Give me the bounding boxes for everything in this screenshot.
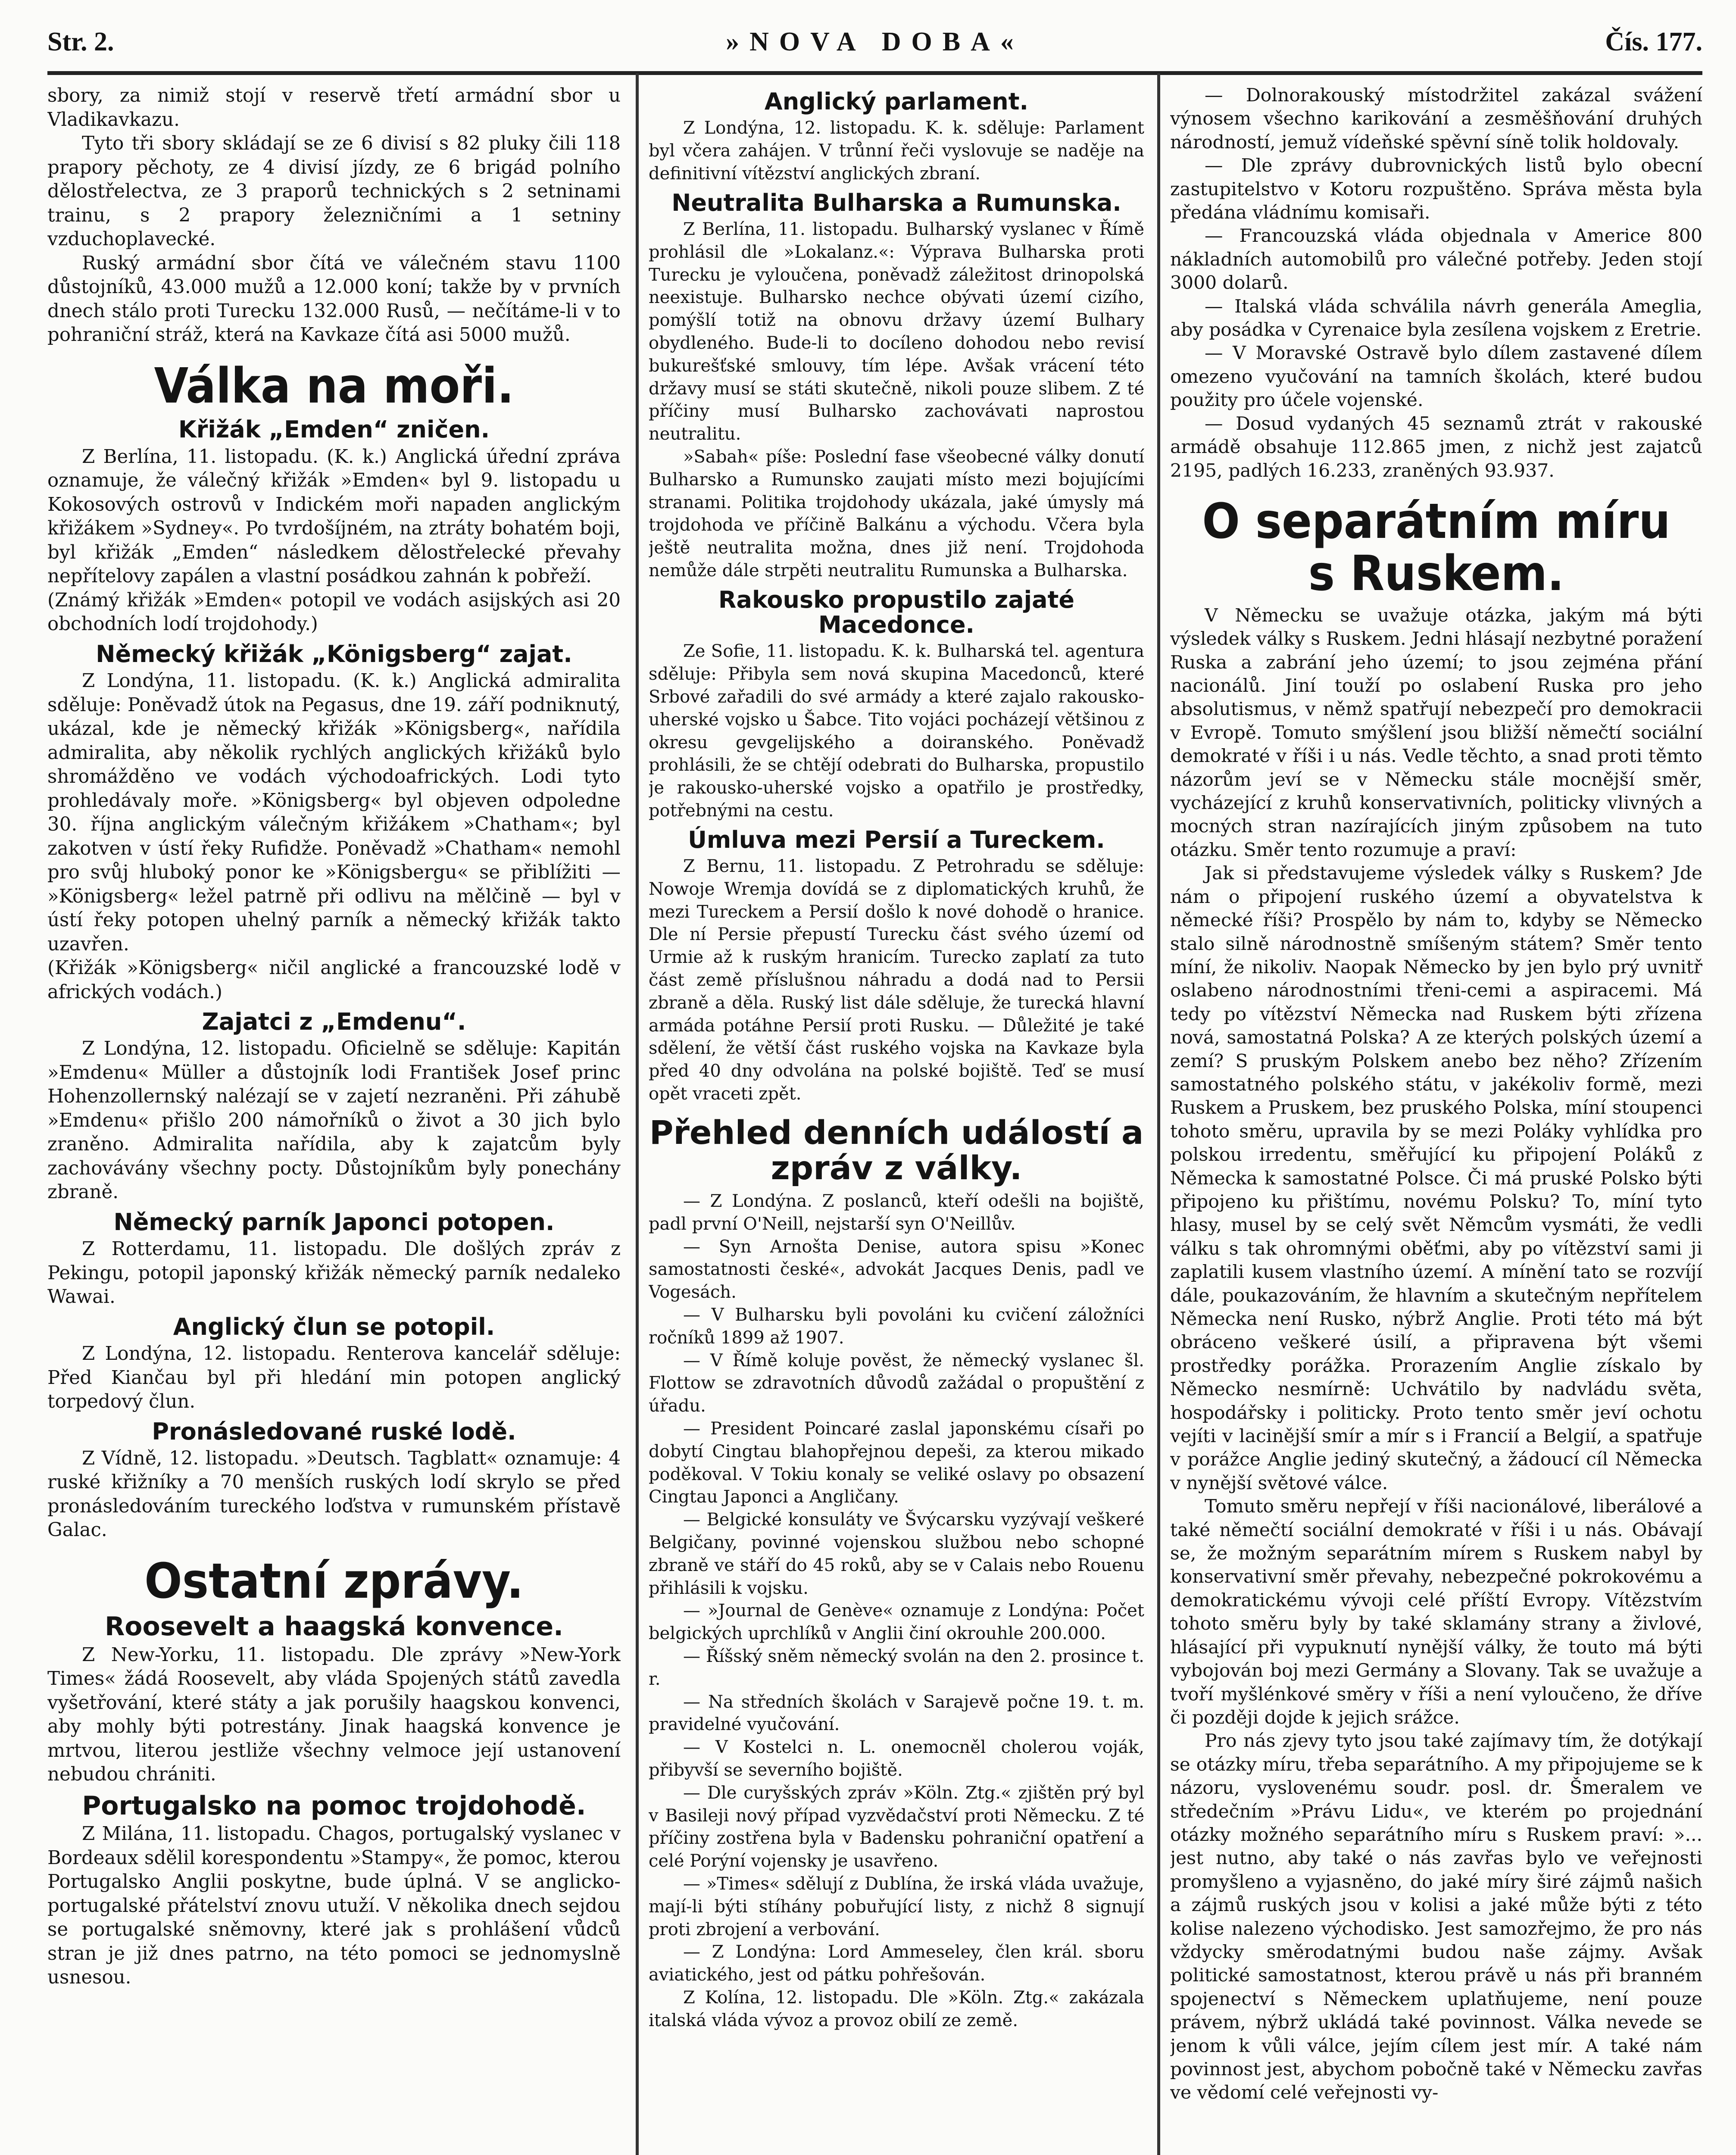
header-rule [47,71,1702,75]
paragraph: Z Londýna, 11. listopadu. (K. k.) Anglická admiralita sděluje: Poněvadž útok na Pegasus, dne 19. září podniknutý, ukázal, kde je německý křižák »Königsberg«, nařídila admiralita, aby několik rychlých anglických křižáků bylo shromážděno ve vodách východoafrických. Lodi tyto prohledávaly moře. »Königsberg« byl objeven odpoledne 30. října anglickým válečným křižákem »Chatham«; byl zakotven v ústí řeky Rufidže. Poněvadž »Chatham« nemohl pro svůj hluboký ponor ke »Königsbergu« se přiblížiti — »Königsberg« ležel patrně při odlivu na mělčině — byl v ústí řeky potopen uhelný parník a německý křižák takto uzavřen. [47,670,621,955]
paragraph: Z Londýna, 12. listopadu. Renterova kancelář sděluje: Před Kiančau byl při hledání min potopen anglický torpedový člun. [47,1343,621,1413]
paragraph: Z Bernu, 11. listopadu. Z Petrohradu se sděluje: Nowoje Wremja dovídá se z diplomatických kruhů, že mezi Tureckem a Persií došlo k nové dohodě o hranice. Dle ní Persie přepustí Turecku část svého území od Urmie až k ruským hranicím. Turecko zaplatí za tuto část země příslušnou náhradu a dodá nad to Persii zbraně a děla. Ruský list dále sděluje, že turecká hlavní armáda potáhne Persií proti Rusku. — Důležité je také sdělení, že větší část ruského vojska na Kavkaze byla před 40 dny odvolána na polské bojiště. Teď se musí opět vraceti zpět. [649,856,1144,1104]
column-rule-1 [636,73,639,2155]
paragraph: — Dle zprávy dubrovnických listů bylo obecní zastupitelstvo v Kotoru rozpuštěno. Správa města byla předána vládnímu komisaři. [1170,155,1702,224]
paragraph: — Dle curyšských zpráv »Köln. Ztg.« zjištěn prý byl v Basileji nový případ vyzvědačství proti Německu. Z té příčiny zostřena byla v Badensku pohraniční opatření a celé Porýní vojensky je usavřeno. [649,1783,1144,1871]
paragraph: Z Vídně, 12. listopadu. »Deutsch. Tagblatt« oznamuje: 4 ruské křižníky a 70 menších ruských lodí skrylo se před pronásledováním tureckého loďstva v rumunském přístavě Galac. [47,1447,621,1541]
column-3 [1170,84,1702,2155]
headline: Roosevelt a haagská konvence. [105,1611,563,1642]
paragraph: — V Moravské Ostravě bylo dílem zastavené dílem omezeno vyučování na tamních školách, které budou použity pro účele vojenské. [1170,343,1702,411]
paragraph: — »Journal de Genève« oznamuje z Londýna: Počet belgických uprchlíků v Anglii činí okrouhle 200.000. [649,1601,1144,1644]
paragraph: (Křižák »Königsberg« ničil anglické a francouzské lodě v afrických vodách.) [47,957,621,1003]
headline: Rakousko propustilo zajaté Macedonce. [718,586,1075,639]
paragraph: Z Milána, 11. listopadu. Chagos, portugalský vyslanec v Bordeaux sdělil korespondentu »Stampy«, že pomoc, kterou Portugalsko Anglii poskytne, bude úplná. V se anglicko-portugalské přátelství znovu utuží. V několika dnech sejdou se portugalské sněmovny, které jak s prohlášení vůdců stran je již dnes patrno, na této pomoci se jednomyslně usnesou. [47,1823,621,1989]
headline: Německý parník Japonci potopen. [113,1208,555,1236]
column-rule-2 [1157,73,1160,2155]
paragraph: Ruský armádní sbor čítá ve válečném stavu 1100 důstojníků, 43.000 mužů a 12.000 koní; takže by v prvních dnech stálo proti Turecku 132.000 Rusů, — nečítáme-li v to pohraniční stráž, která na Kavkaze čítá asi 5000 mužů. [47,252,621,346]
paragraph: — V Římě koluje pověst, že německý vyslanec šl. Flottow se zdravotních důvodů zažádal o propuštění z úřadu. [649,1350,1144,1416]
paragraph: — Z Londýna. Z poslanců, kteří odešli na bojiště, padl první O'Neill, nejstarší syn O'Neillův. [649,1191,1144,1234]
page-header [47,22,1702,70]
paragraph: Tomuto směru nepřejí v říši nacionálové, liberálové a také němečtí sociální demokraté v říši i u nás. Obávají se, že možným separátním mírem s Ruskem nabyl by konservativní směr převahy, nebezpečné pokrokovému a demokratickému vývoji celé příští Evropy. Vítězstvím tohoto směru byly by také sklamány strany a živlové, hlásající při vypuknutí nynější války, že touto má býti vybojován boj mezi Germány a Slovany. Tak se uvažuje a tvoří myšlénkové směry v říši a není vyloučeno, že dříve či později dojde k jejich srážce. [1170,1496,1702,1728]
headline: Ostatní zprávy. [144,1553,524,1609]
paragraph: Z Londýna, 12. listopadu. K. k. sděluje: Parlament byl včera zahájen. V trůnní řeči vyslovuje se naděje na definitivní vítězství anglických zbraní. [649,118,1144,184]
paragraph: Jak si představujeme výsledek války s Ruskem? Jde nám o připojení ruského území a obyvatelstva k německé říši? Prospělo by nám to, kdyby se Německo stalo silně národnostně smíšeným státem? Směr tento míní, že nikoliv. Naopak Německo by jen bylo prý uvnitř oslabeno národnostními třeni-cemi a aspiracemi. Má tedy po vítězství Německa nad Ruskem býti zřízena nová, samostatná Polska? A ze kterých polských území a zemí? S pruským Polskem anebo bez něho? Zřízením samostatného polského státu, v jakékoliv formě, mezi Ruskem a Pruskem, bez pruského Polska, míní stoupenci tohoto směru, upravila by se mezi Poláky vyhlídka pro polskou irredentu, směřující ku připojení Poláků z Německa k samostatné Polsce. Či má pruské Polsko býti připojeno ku přištímu, novému Polsku? To, míní tyto hlasy, musel by se celý svět Němcům vysmáti, že vedli válku s tak ohromnými oběťmi, aby po vítězství sami ji zaplatili kusem vlastního území. A mínění tato se rozvíjí dále, poukazováním, že hlavním a skutečným nepřítelem Německa není Rusko, nýbrž Anglie. Proti této má být obráceno veškeré úsilí, a připravena být všemi prostředky porážka. Prorazením Anglie získalo by Německo nesmírně: Uchvátilo by nadvládu světa, hospodářsky i politicky. Proto tento směr jeví ochotu vejíti v lacinější smír a mír s i Francií a Belgií, a spatřuje v porážce Anglie jediný skutečný, a žádoucí cíl Německa v nynější světové válce. [1170,863,1702,1494]
headline: Anglický parlament. [764,88,1029,115]
headline: Anglický člun se potopil. [173,1313,495,1340]
page-number: Str. 2. [47,27,114,56]
paragraph: — Francouzská vláda objednala v Americe 800 nákladních automobilů pro válečné potřeby. Jeden stojí 3000 dolarů. [1170,225,1702,294]
headline: Křižák „Emden“ zničen. [178,416,490,443]
paragraph: — Na středních školách v Sarajevě počne 19. t. m. pravidelné vyučování. [649,1692,1144,1735]
paragraph: Z Berlína, 11. listopadu. (K. k.) Anglická úřední zpráva oznamuje, že válečný křižák »Emden« byl 9. listopadu u Kokosových ostrovů v Indickém moři napaden anglickým křižákem »Sydney«. Po tvrdošíjném, na ztráty bohatém boji, byl křižák „Emden“ následkem dělostřelecké převahy nepřítelovy zapálen a vlastní posádkou zahnán k pobřeží. [47,446,621,587]
paragraph: — Dolnorakouský místodržitel zakázal svážení výnosem všechno karikování a zesměšňování druhých národností, jemuž vídeňské spěvní síně tolik holdovaly. [1170,85,1702,153]
paragraph: — Belgické konsuláty ve Švýcarsku vyzývají veškeré Belgičany, povinné vojenskou službou nebo schopné zbraně ve stáří do 45 roků, aby se v Calais nebo Rouenu přihlásili k vojsku. [649,1510,1144,1598]
paragraph: — V Kostelci n. L. onemocněl cholerou voják, přibyvší se severního bojiště. [649,1737,1144,1780]
headline: O separátním míru s Ruskem. [1202,493,1670,602]
paragraph: sbory, za nimiž stojí v reservě třetí armádní sbor u Vladikavkazu. [47,85,621,131]
headline: Pronásledované ruské lodě. [152,1418,516,1445]
paragraph: — »Times« sdělují z Dublína, že irská vláda uvažuje, mají-li býti stíhány pobuřující listy, z nichž 8 signují proti zbrojení a verbování. [649,1874,1144,1940]
headline: Válka na moři. [154,358,514,414]
paragraph: (Známý křižák »Emden« potopil ve vodách asijských asi 20 obchodních lodí trojdohody.) [47,589,621,635]
paragraph: — Dosud vydaných 45 seznamů ztrát v rakouské armádě obsahuje 112.865 jmen, z nichž jest zajatců 2195, padlých 16.233, zraněných 93.937. [1170,413,1702,481]
paragraph: — President Poincaré zaslal japonskému císaři po dobytí Cingtau blahopřejnou depeši, za kterou mikado poděkoval. V Tokiu konaly se veliké oslavy po obsazení Cingtau Japonci a Angličany. [649,1418,1144,1507]
paragraph: »Sabah« píše: Poslední fase všeobecné války donutí Bulharsko a Rumunsko zaujati místo mezi bojujícími stranami. Politika trojdohody ukázala, jaké úmysly má trojdohoda ve příčině Balkánu a východu. Včera byla ještě neutralita možna, dnes již není. Trojdohoda nemůže dále strpěti neutralitu Rumunska a Bulharska. [649,447,1144,581]
headline: Neutralita Bulharska a Rumunska. [671,189,1121,216]
paragraph: Pro nás zjevy tyto jsou také zajímavy tím, že dotýkají se otázky míru, třeba separátního. A my připojujeme se k názoru, vyslovenému soudr. posl. dr. Šmeralem ve středečním »Právu Lidu«, ve kterém po projednání otázky možného separátního míru s Ruskem praví: »... jest nutno, aby také o nás zavřas bylo ve veřejnosti promyšleno a vyjasněno, do jaké míry širé zájmů našich a zájmů ruských jsou v kolisi a jaké může býti z této kolise nalezeno východisko. Jest samozřejmo, že pro nás vždycky směrodatnými budou naše zájmy. Avšak politické samostatnost, kterou právě u nás při branném spojenectví s Německem uplatňujeme, není pouze právem, nýbrž ukládá také povinnost. Válka nevede se jenom k vůli válce, jejím cílem jest mír. A také nám povinnost jest, abychom pobočně také v Německu zavřas ve vědomí celé veřejnosti vy- [1170,1730,1702,2104]
paragraph: — V Bulharsku byli povoláni ku cvičení záložníci ročníků 1899 až 1907. [649,1305,1144,1348]
headline: Úmluva mezi Persií a Tureckem. [688,826,1105,853]
paragraph: — Syn Arnošta Denise, autora spisu »Konec samostatnosti české«, advokát Jacques Denis, padl ve Vogesách. [649,1237,1144,1302]
headline: Zajatci z „Emdenu“. [202,1008,466,1036]
paragraph: Z Rotterdamu, 11. listopadu. Dle došlých zpráv z Pekingu, potopil japonský křižák německý parník nedaleko Wawai. [47,1238,621,1308]
paragraph: Tyto tři sbory skládají se ze 6 divisí s 82 pluky čili 118 prapory pěchoty, ze 4 divisí jízdy, ze 6 brigád polního dělostřelectva, ze 3 praporů technických s 2 setninami trainu, s 2 prapory železničními a 1 setniny vzduchoplavecké. [47,133,621,250]
paragraph: Z Londýna, 12. listopadu. Oficielně se sděluje: Kapitán »Emdenu« Müller a důstojník lodi František Josef princ Hohenzollernský nalézají se v zajetí nezraněni. Při záhubě »Emdenu« přišlo 200 námořníků o život a 30 jich bylo zraněno. Admiralita nařídila, aby k zajatcům byly zachovávány všechny pocty. Důstojníkům byly ponechány zbraně. [47,1038,621,1203]
paragraph: — Italská vláda schválila návrh generála Ameglia, aby posádka v Cyrenaice byla zesílena vojskem z Eretrie. [1170,296,1702,341]
paragraph: V Německu se uvažuje otázka, jakým má býti výsledek války s Ruskem. Jedni hlásají nezbytné poražení Ruska a zabrání jeho území; to jsou zejména přání nacionálů. Jiní touží po oslabení Ruska pro jeho absolutismus, v němž spatřují nebezpečí pro demokracii v Evropě. Tomuto smýšlení jsou bližší němečtí sociální demokraté v říši i u nás. Vedle těchto, a snad proti těmto názorům jeví se v Německu stále mocnější směr, vycházející z kruhů konservativních, politicky vlivných a mocných stran nazírajících jiným způsobem na tuto otázku. Směr tento rozumuje a praví: [1170,605,1702,861]
column-2 [649,84,1144,2155]
paragraph: — Říšský sněm německý svolán na den 2. prosince t. r. [649,1646,1144,1689]
paragraph: Ze Sofie, 11. listopadu. K. k. Bulharská tel. agentura sděluje: Přibyla sem nová skupina Macedonců, které Srbové zařadili do své armády a které zajalo rakousko-uherské vojsko u Šabce. Tito vojáci pocházejí většinou z okresu gevgelijského a doiranského. Poněvadž prohlásili, že se chtějí odebrati do Bulharska, propustilo je rakousko-uherské vojsko a opatřilo je prostředky, potřebnými na cestu. [649,641,1144,821]
headline: Portugalsko na pomoc trojdohodě. [82,1790,586,1821]
paragraph: Z Berlína, 11. listopadu. Bulharský vyslanec v Římě prohlásil dle »Lokalanz.«: Výprava Bulharska proti Turecku je vyloučena, poněvadž záležitost drinopolská neexistuje. Bulharsko nechce obývati území cizího, pomýšlí totiž na obnovu državy území Bulhary obydleného. Bude-li to docíleno dohodou nebo revisí bukurešťské smlouvy, tím lépe. Avšak vrácení této državy musí se státi skutečně, nikoli pouze slibem. Z té příčiny musí Bulharsko zachovávati naprostou neutralitu. [649,219,1144,444]
column-1 [47,84,621,2155]
issue-number: Čís. 177. [1605,27,1702,56]
headline: Německý křižák „Königsberg“ zajat. [96,640,572,668]
masthead: »NOVA DOBA« [726,27,1024,56]
paragraph: Z New-Yorku, 11. listopadu. Dle zprávy »New-York Times« žádá Roosevelt, aby vláda Spojených států zavedla vyšetřování, které státy a jak porušily haagskou konvenci, aby mohly býti potrestány. Jinak haagská konvence je mrtvou, literou jestliže všechny velmoce její ustanovení nebudou chrániti. [47,1644,621,1786]
paragraph: — Z Londýna: Lord Ammeseley, člen král. sboru aviatického, jest od pátku pohřešován. [649,1942,1144,1985]
paragraph: Z Kolína, 12. listopadu. Dle »Köln. Ztg.« zakázala italská vláda vývoz a provoz obilí ze země. [649,1987,1144,2030]
headline: Přehled denních událostí a zpráv z války. [649,1113,1144,1187]
